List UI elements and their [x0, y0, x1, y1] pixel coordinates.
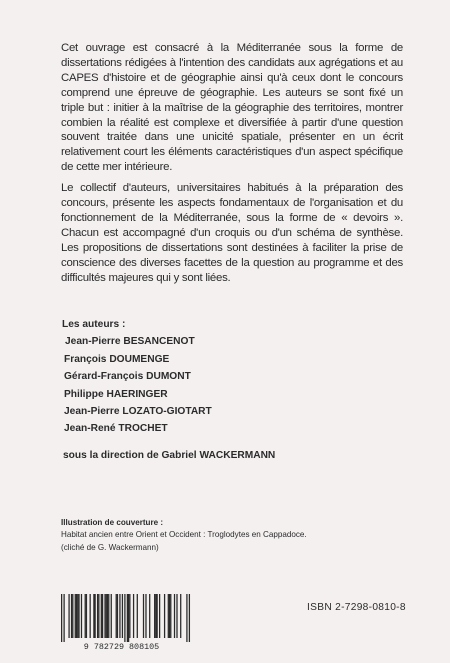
barcode-bar — [104, 594, 105, 638]
barcode-bar — [85, 594, 86, 638]
author-first-name: Jean-Pierre — [65, 336, 121, 348]
barcode-bar — [186, 594, 187, 642]
author-name — [64, 420, 275, 437]
barcode-bar — [81, 594, 82, 638]
barcode-bar — [154, 594, 155, 638]
barcode-bar — [137, 594, 138, 638]
author-name — [64, 351, 275, 368]
cover-illustration-credit — [61, 517, 307, 554]
barcode-bar — [68, 594, 69, 638]
barcode-bar — [116, 594, 117, 638]
barcode-bar — [72, 594, 73, 638]
editor-name: WACKERMANN — [199, 449, 276, 461]
barcode-bar — [77, 594, 78, 638]
barcode-bar — [102, 594, 103, 638]
author-first-name: Jean-René — [64, 423, 116, 435]
barcode-bar — [174, 594, 175, 638]
barcode-bar — [61, 594, 62, 642]
author-last-name: DUMONT — [146, 371, 191, 383]
author-first-name: Gérard-François — [64, 371, 144, 383]
editor-prefix: sous la direction de Gabriel — [63, 449, 197, 461]
barcode-bar — [176, 594, 177, 638]
barcode-bar — [90, 594, 91, 638]
barcode-bar — [180, 594, 181, 638]
barcode-bar — [133, 594, 134, 638]
barcode — [49, 592, 194, 652]
illustration-title: Illustration de couverture : — [61, 518, 164, 527]
illustration-caption: Habitat ancien entre Orient et Occident : Troglodytes en Cappadoce. — [61, 530, 307, 540]
blurb — [61, 41, 403, 292]
author-name — [64, 386, 275, 403]
author-last-name: HAERINGER — [106, 388, 168, 400]
author-name — [65, 333, 275, 350]
author-last-name: TROCHET — [118, 423, 168, 435]
barcode-digits: 9 782729 808105 — [83, 642, 160, 652]
barcode-bar — [157, 594, 158, 638]
barcode-bar — [168, 594, 169, 638]
blurb-paragraph-2: Le collectif d'auteurs, universitaires habitués à la préparation des concours, présente les aspects fondamentaux de l'organisation et du fonctionnement de la Méditerranée, sous la forme de « devoirs ». Chacun est accompagné d'un croquis ou d'un schéma de synthèse. Les propositions de dissertations sont destinées à faciliter la prise de conscience des diverses facettes de la question au programme et des difficultés majeures qui y sont liées. — [61, 182, 403, 284]
barcode-bar — [108, 594, 109, 638]
barcode-bar — [155, 594, 156, 638]
barcode-bar — [145, 594, 146, 638]
barcode-bar — [122, 594, 123, 638]
barcode-bar — [129, 594, 130, 638]
illustration-photo-credit: (cliché de G. Wackermann) — [61, 542, 159, 552]
barcode-bar — [76, 594, 77, 638]
author-last-name: BESANCENOT — [123, 336, 195, 348]
author-first-name: Jean-Pierre — [64, 406, 120, 418]
barcode-bar — [94, 594, 95, 638]
author-name — [64, 368, 275, 385]
barcode-bar — [127, 594, 128, 642]
barcode-bar — [189, 594, 190, 642]
author-last-name: LOZATO-GIOTART — [122, 406, 212, 418]
barcode-bar — [117, 594, 118, 638]
author-last-name: DOUMENGE — [109, 353, 170, 365]
barcode-bar — [107, 594, 108, 638]
barcode-bar — [63, 594, 64, 642]
barcode-bar — [71, 594, 72, 638]
isbn: ISBN 2-7298-0810-8 — [307, 602, 406, 613]
barcode-bar — [124, 594, 125, 642]
barcode-bar — [101, 594, 102, 638]
barcode-bar — [75, 594, 76, 638]
barcode-bars — [61, 594, 190, 642]
barcode-bar — [86, 594, 87, 638]
barcode-bar — [164, 594, 165, 638]
editor-line — [63, 447, 275, 464]
barcode-bar — [149, 594, 150, 638]
barcode-bar — [143, 594, 144, 638]
barcode-bar — [98, 594, 99, 638]
barcode-bar — [170, 594, 171, 638]
barcode-bar — [78, 594, 79, 638]
barcode-bar — [119, 594, 120, 638]
blurb-paragraph-1: Cet ouvrage est consacré à la Méditerranée sous la forme de dissertations rédigées à l'intention des candidats aux agrégations et au CAPES d'histoire et de géographie ainsi qu'à ceux dont le concours comprend une épreuve de géographie. Les auteurs se sont fixé un triple but : initier à la maîtrise de la géographie des territoires, montrer combien la réalité est complexe et diversifiée à partir d'une question souvent traitée dans une unicité spatiale, présenter en un écrit relativement court les éléments caractéristiques d'un aspect spécifique de cette mer intérieure. — [61, 42, 403, 174]
authors-section — [62, 316, 275, 464]
author-first-name: François — [64, 353, 107, 365]
author-first-name: Philippe — [64, 388, 104, 400]
barcode-bar — [97, 594, 98, 638]
barcode-bar — [111, 594, 112, 638]
author-name — [64, 403, 275, 420]
barcode-bar — [159, 594, 160, 638]
barcode-bar — [106, 594, 107, 638]
barcode-bar — [93, 594, 94, 638]
authors-heading: Les auteurs : — [62, 319, 126, 330]
barcode-bar — [169, 594, 170, 638]
barcode-bar — [128, 594, 129, 642]
